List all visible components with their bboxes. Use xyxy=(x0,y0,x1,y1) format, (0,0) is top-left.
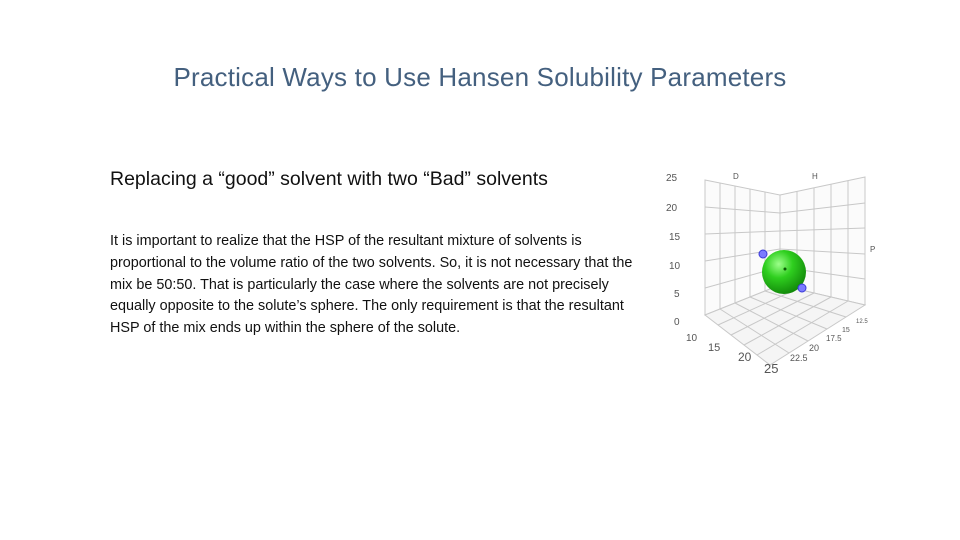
slide-title: Practical Ways to Use Hansen Solubility Parameters xyxy=(173,62,787,92)
slide-body-text: It is important to realize that the HSP of the resultant mixture of solvents is proportional to the volume ratio of the two solvents. So, it is not necessary that the mix be 50:50. That is particularly the case where the solvents are not precisely equally opposite to the solute’s sphere. The only requirement is that the resultant HSP of the mix ends up within the sphere of the solute. xyxy=(110,233,633,337)
hansen-3d-plot-svg xyxy=(660,165,880,377)
v-tick-label: 0 xyxy=(674,317,680,328)
mix-point xyxy=(784,268,787,271)
right-tick-label: 12.5 xyxy=(856,319,868,325)
right-tick-label: 22.5 xyxy=(790,353,808,363)
v-tick-label: 5 xyxy=(674,289,680,300)
solvent-marker-2 xyxy=(798,284,806,292)
v-tick-label: 25 xyxy=(666,173,678,184)
solvent-marker-1 xyxy=(759,250,767,258)
axis-name-d: D xyxy=(733,172,739,181)
front-tick-label: 15 xyxy=(708,342,721,354)
v-tick-label: 20 xyxy=(666,203,678,214)
v-tick-label: 15 xyxy=(669,232,681,243)
right-tick-label: 15 xyxy=(842,327,850,334)
axis-name-h: H xyxy=(812,172,818,181)
right-tick-label: 20 xyxy=(809,343,820,353)
hansen-3d-plot xyxy=(660,165,880,377)
slide-subtitle: Replacing a “good” solvent with two “Bad” solvents xyxy=(110,168,548,190)
front-tick-label: 20 xyxy=(738,350,752,364)
axis-name-p: P xyxy=(870,245,876,254)
front-tick-label: 10 xyxy=(686,333,698,344)
right-tick-label: 17.5 xyxy=(826,334,842,343)
v-tick-label: 10 xyxy=(669,261,681,272)
front-tick-label: 25 xyxy=(764,361,779,376)
